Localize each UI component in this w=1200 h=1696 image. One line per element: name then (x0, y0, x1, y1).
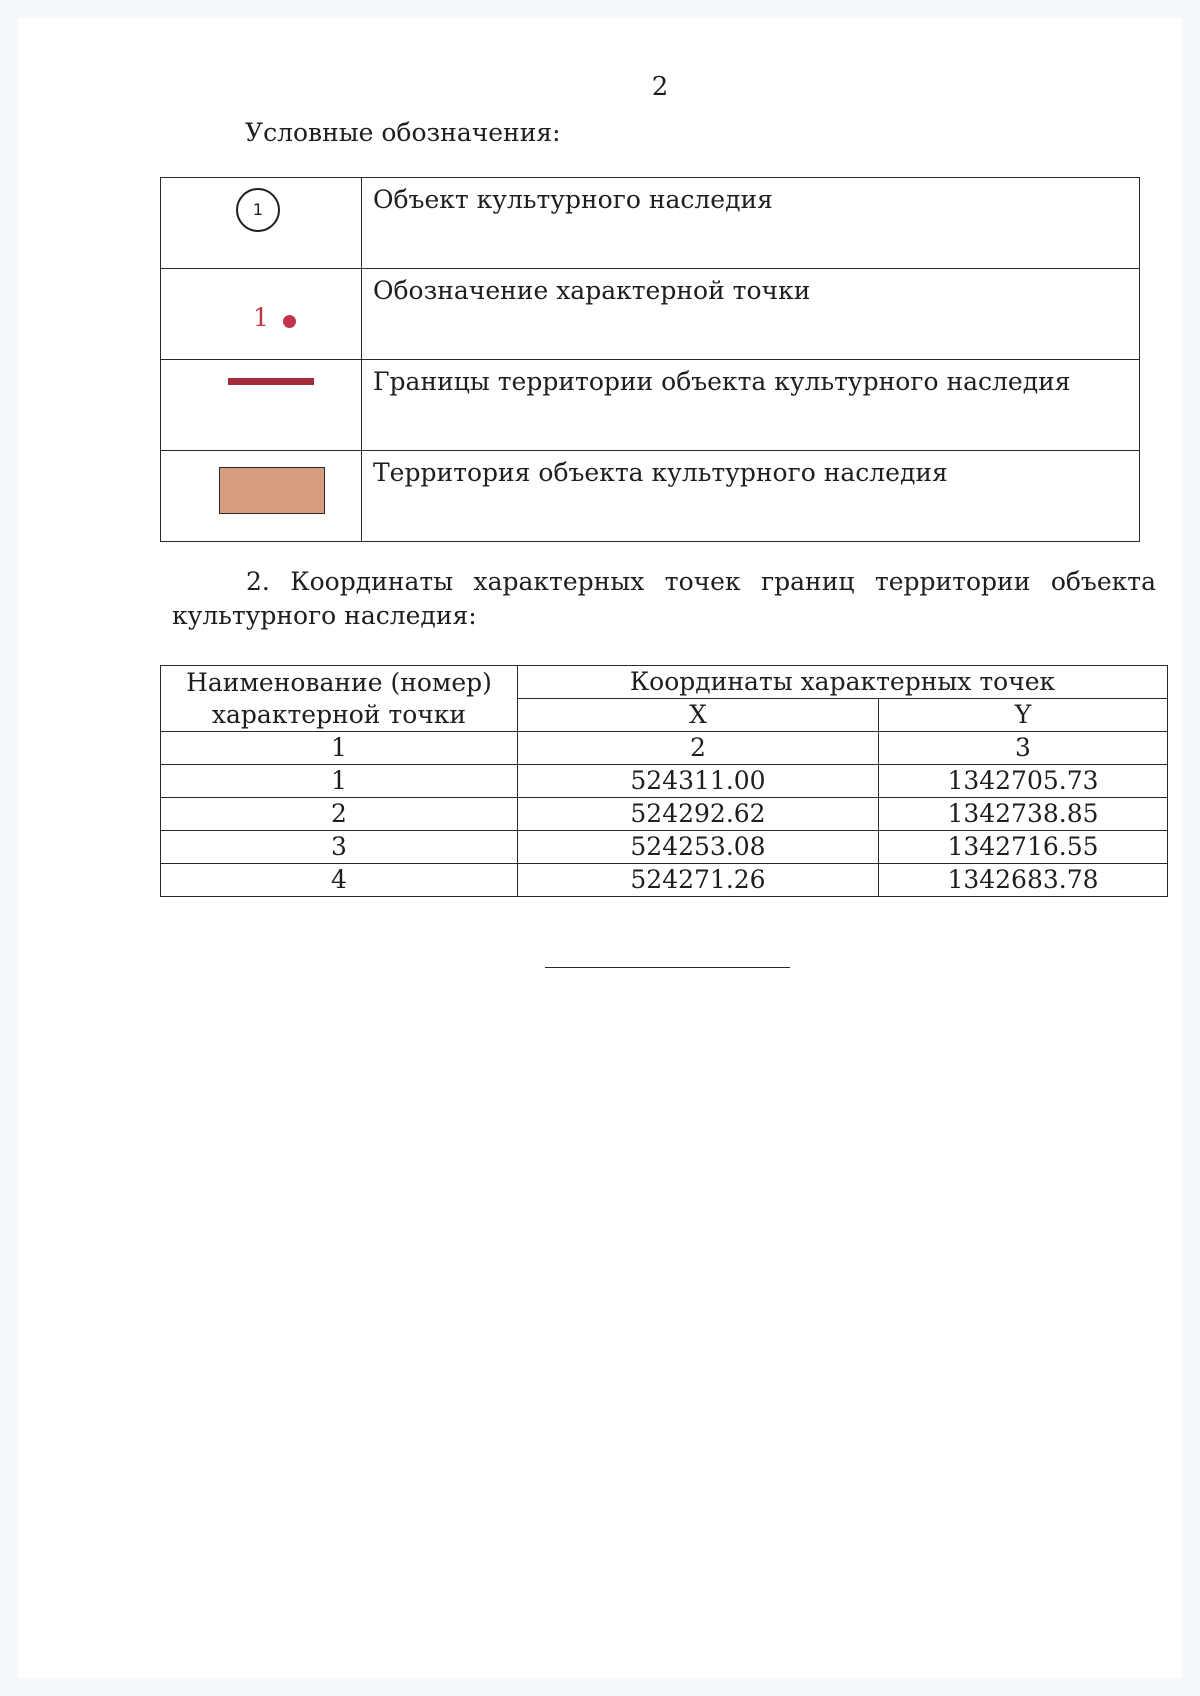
section-2-paragraph (172, 565, 1156, 633)
cell-x: 524253.08 (518, 831, 879, 864)
header-coordinates: Координаты характерных точек (518, 666, 1168, 699)
column-number: 3 (879, 732, 1168, 765)
cell-y: 1342716.55 (879, 831, 1168, 864)
cell-y: 1342738.85 (879, 798, 1168, 831)
cell-x: 524271.26 (518, 864, 879, 897)
cell-x: 524311.00 (518, 765, 879, 798)
legend-heading: Условные обозначения: (245, 118, 561, 147)
cell-point: 1 (161, 765, 518, 798)
column-number-row (161, 732, 1168, 765)
header-x: X (518, 699, 879, 732)
para-word: 2. (246, 567, 270, 596)
table-row (161, 798, 1168, 831)
para-word: границ (761, 567, 855, 596)
para-word: характерных (473, 567, 645, 596)
table-row (161, 765, 1168, 798)
cell-y: 1342683.78 (879, 864, 1168, 897)
page-number: 2 (651, 72, 669, 102)
legend-label-heritage-object: Объект культурного наследия (362, 178, 1140, 269)
legend-row-territory (161, 451, 1140, 542)
header-y: Y (879, 699, 1168, 732)
legend-symbol-cell (161, 269, 362, 360)
boundary-line-icon (228, 378, 314, 385)
cell-point: 2 (161, 798, 518, 831)
legend-row-territory-boundary (161, 360, 1140, 451)
legend-row-characteristic-point (161, 269, 1140, 360)
column-number: 2 (518, 732, 879, 765)
legend-label-territory: Территория объекта культурного наследия (362, 451, 1140, 542)
table-header-row (161, 666, 1168, 699)
para-word: территории (874, 567, 1031, 596)
coordinates-table (160, 665, 1168, 897)
table-row (161, 864, 1168, 897)
legend-row-heritage-object (161, 178, 1140, 269)
circle-icon-number: 1 (252, 200, 264, 219)
cell-point: 4 (161, 864, 518, 897)
table-row (161, 831, 1168, 864)
legend-symbol-cell (161, 360, 362, 451)
column-number: 1 (161, 732, 518, 765)
section-2-line-2: культурного наследия: (172, 601, 477, 630)
point-dot-icon (283, 315, 296, 328)
territory-fill-swatch-icon (219, 467, 325, 514)
legend-symbol-cell (161, 451, 362, 542)
legend-table (160, 177, 1140, 542)
para-word: объекта (1050, 567, 1156, 596)
end-of-document-rule (545, 967, 790, 968)
cell-point: 3 (161, 831, 518, 864)
heritage-object-circle-icon (236, 188, 280, 232)
section-2-line-1 (172, 565, 1156, 599)
legend-symbol-cell (161, 178, 362, 269)
legend-label-territory-boundary: Границы территории объекта культурного наследия (362, 360, 1140, 451)
point-number-label: 1 (253, 303, 269, 332)
header-point-name: Наименование (номер) характерной точки (161, 666, 518, 732)
cell-x: 524292.62 (518, 798, 879, 831)
cell-y: 1342705.73 (879, 765, 1168, 798)
para-word: точек (664, 567, 741, 596)
para-word: Координаты (290, 567, 454, 596)
legend-label-characteristic-point: Обозначение характерной точки (362, 269, 1140, 360)
